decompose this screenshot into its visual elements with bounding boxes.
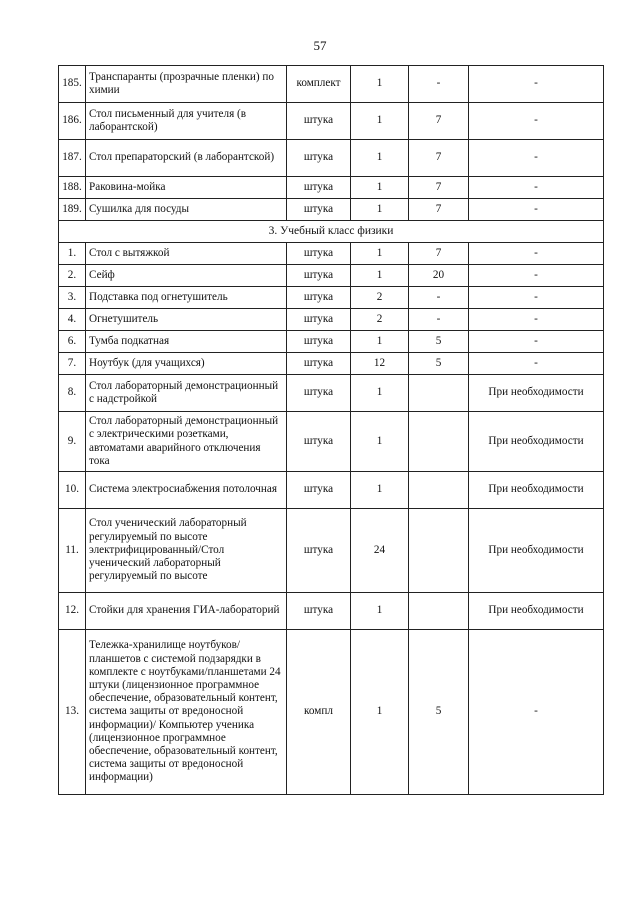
- item-note: -: [469, 630, 604, 795]
- row-number: 13.: [59, 630, 86, 795]
- item-term: [409, 593, 469, 630]
- item-unit: штука: [287, 472, 351, 509]
- item-unit: штука: [287, 265, 351, 287]
- table-row: [59, 140, 604, 177]
- item-term: [409, 375, 469, 412]
- table-row: [59, 265, 604, 287]
- item-name: Раковина-мойка: [86, 177, 287, 199]
- item-unit: комплект: [287, 66, 351, 103]
- table-row: [59, 630, 604, 795]
- row-number: 11.: [59, 509, 86, 593]
- item-unit: штука: [287, 199, 351, 221]
- row-number: 186.: [59, 103, 86, 140]
- item-note: -: [469, 265, 604, 287]
- item-unit: штука: [287, 412, 351, 472]
- table-row: [59, 509, 604, 593]
- item-unit: штука: [287, 140, 351, 177]
- item-unit: штука: [287, 593, 351, 630]
- table-row: [59, 412, 604, 472]
- item-quantity: 1: [351, 199, 409, 221]
- item-note: При необходимости: [469, 412, 604, 472]
- item-term: -: [409, 66, 469, 103]
- item-term: 20: [409, 265, 469, 287]
- item-name: Сушилка для посуды: [86, 199, 287, 221]
- item-term: 5: [409, 630, 469, 795]
- item-quantity: 1: [351, 265, 409, 287]
- row-number: 9.: [59, 412, 86, 472]
- row-number: 1.: [59, 243, 86, 265]
- item-quantity: 1: [351, 177, 409, 199]
- table-row: [59, 353, 604, 375]
- item-name: Стол лабораторный демонстрационный с надстройкой: [86, 375, 287, 412]
- table-row: [59, 177, 604, 199]
- item-unit: штука: [287, 287, 351, 309]
- item-note: При необходимости: [469, 509, 604, 593]
- item-note: -: [469, 66, 604, 103]
- item-unit: штука: [287, 353, 351, 375]
- section-title: 3. Учебный класс физики: [59, 221, 604, 243]
- row-number: 185.: [59, 66, 86, 103]
- item-note: -: [469, 140, 604, 177]
- item-quantity: 1: [351, 66, 409, 103]
- item-unit: штука: [287, 309, 351, 331]
- item-note: -: [469, 353, 604, 375]
- section-row: [59, 221, 604, 243]
- row-number: 189.: [59, 199, 86, 221]
- item-note: -: [469, 243, 604, 265]
- item-term: 7: [409, 103, 469, 140]
- item-note: При необходимости: [469, 375, 604, 412]
- item-unit: штука: [287, 243, 351, 265]
- item-unit: штука: [287, 375, 351, 412]
- item-name: Транспаранты (прозрачные пленки) по химии: [86, 66, 287, 103]
- item-term: 7: [409, 199, 469, 221]
- item-term: [409, 509, 469, 593]
- item-term: 5: [409, 331, 469, 353]
- item-quantity: 1: [351, 375, 409, 412]
- item-quantity: 1: [351, 630, 409, 795]
- item-note: -: [469, 331, 604, 353]
- table-row: [59, 375, 604, 412]
- item-term: 7: [409, 243, 469, 265]
- table-row: [59, 66, 604, 103]
- item-term: 7: [409, 177, 469, 199]
- row-number: 187.: [59, 140, 86, 177]
- item-name: Стол с вытяжкой: [86, 243, 287, 265]
- item-name: Стол лабораторный демонстрационный с электрическими розетками, автоматами аварийного отключения тока: [86, 412, 287, 472]
- item-quantity: 1: [351, 593, 409, 630]
- row-number: 3.: [59, 287, 86, 309]
- item-term: -: [409, 287, 469, 309]
- item-name: Тумба подкатная: [86, 331, 287, 353]
- table-row: [59, 243, 604, 265]
- item-quantity: 24: [351, 509, 409, 593]
- table-row: [59, 472, 604, 509]
- row-number: 12.: [59, 593, 86, 630]
- item-unit: штука: [287, 331, 351, 353]
- row-number: 8.: [59, 375, 86, 412]
- item-note: При необходимости: [469, 472, 604, 509]
- item-note: -: [469, 103, 604, 140]
- item-name: Подставка под огнетушитель: [86, 287, 287, 309]
- item-name: Стол препараторский (в лаборантской): [86, 140, 287, 177]
- item-quantity: 1: [351, 140, 409, 177]
- row-number: 188.: [59, 177, 86, 199]
- table-row: [59, 199, 604, 221]
- item-name: Ноутбук (для учащихся): [86, 353, 287, 375]
- table-row: [59, 331, 604, 353]
- row-number: 4.: [59, 309, 86, 331]
- item-unit: штука: [287, 177, 351, 199]
- item-quantity: 1: [351, 412, 409, 472]
- row-number: 2.: [59, 265, 86, 287]
- item-term: -: [409, 309, 469, 331]
- table-row: [59, 593, 604, 630]
- item-term: [409, 472, 469, 509]
- item-note: -: [469, 199, 604, 221]
- item-unit: компл: [287, 630, 351, 795]
- item-term: [409, 412, 469, 472]
- item-quantity: 2: [351, 309, 409, 331]
- page-number: 57: [313, 38, 327, 53]
- item-quantity: 1: [351, 472, 409, 509]
- item-name: Стол ученический лабораторный регулируемый по высоте электрифицированный/Стол ученический лабораторный регулируемый по высоте: [86, 509, 287, 593]
- equipment-table: [58, 65, 604, 795]
- item-name: Тележка-хранилище ноутбуков/планшетов с системой подзарядки в комплекте с ноутбуками/планшетами 24 штуки (лицензионное программное обеспечение, образовательный контент, система защиты от вредоносной информации)/ Компьютер ученика (лицензионное программное обеспечение, образовательный контент, система защиты от вредоносной информации): [86, 630, 287, 795]
- item-name: Огнетушитель: [86, 309, 287, 331]
- row-number: 7.: [59, 353, 86, 375]
- item-note: -: [469, 177, 604, 199]
- item-note: При необходимости: [469, 593, 604, 630]
- row-number: 10.: [59, 472, 86, 509]
- table-body: [59, 66, 604, 795]
- item-quantity: 1: [351, 103, 409, 140]
- row-number: 6.: [59, 331, 86, 353]
- item-unit: штука: [287, 509, 351, 593]
- table-row: [59, 287, 604, 309]
- item-note: -: [469, 287, 604, 309]
- table-row: [59, 309, 604, 331]
- item-quantity: 2: [351, 287, 409, 309]
- item-name: Сейф: [86, 265, 287, 287]
- item-term: 5: [409, 353, 469, 375]
- item-quantity: 12: [351, 353, 409, 375]
- item-quantity: 1: [351, 243, 409, 265]
- item-name: Стойки для хранения ГИА-лабораторий: [86, 593, 287, 630]
- item-unit: штука: [287, 103, 351, 140]
- item-name: Стол письменный для учителя (в лаборантской): [86, 103, 287, 140]
- item-quantity: 1: [351, 331, 409, 353]
- item-term: 7: [409, 140, 469, 177]
- table-row: [59, 103, 604, 140]
- item-name: Система электросиабжения потолочная: [86, 472, 287, 509]
- item-note: -: [469, 309, 604, 331]
